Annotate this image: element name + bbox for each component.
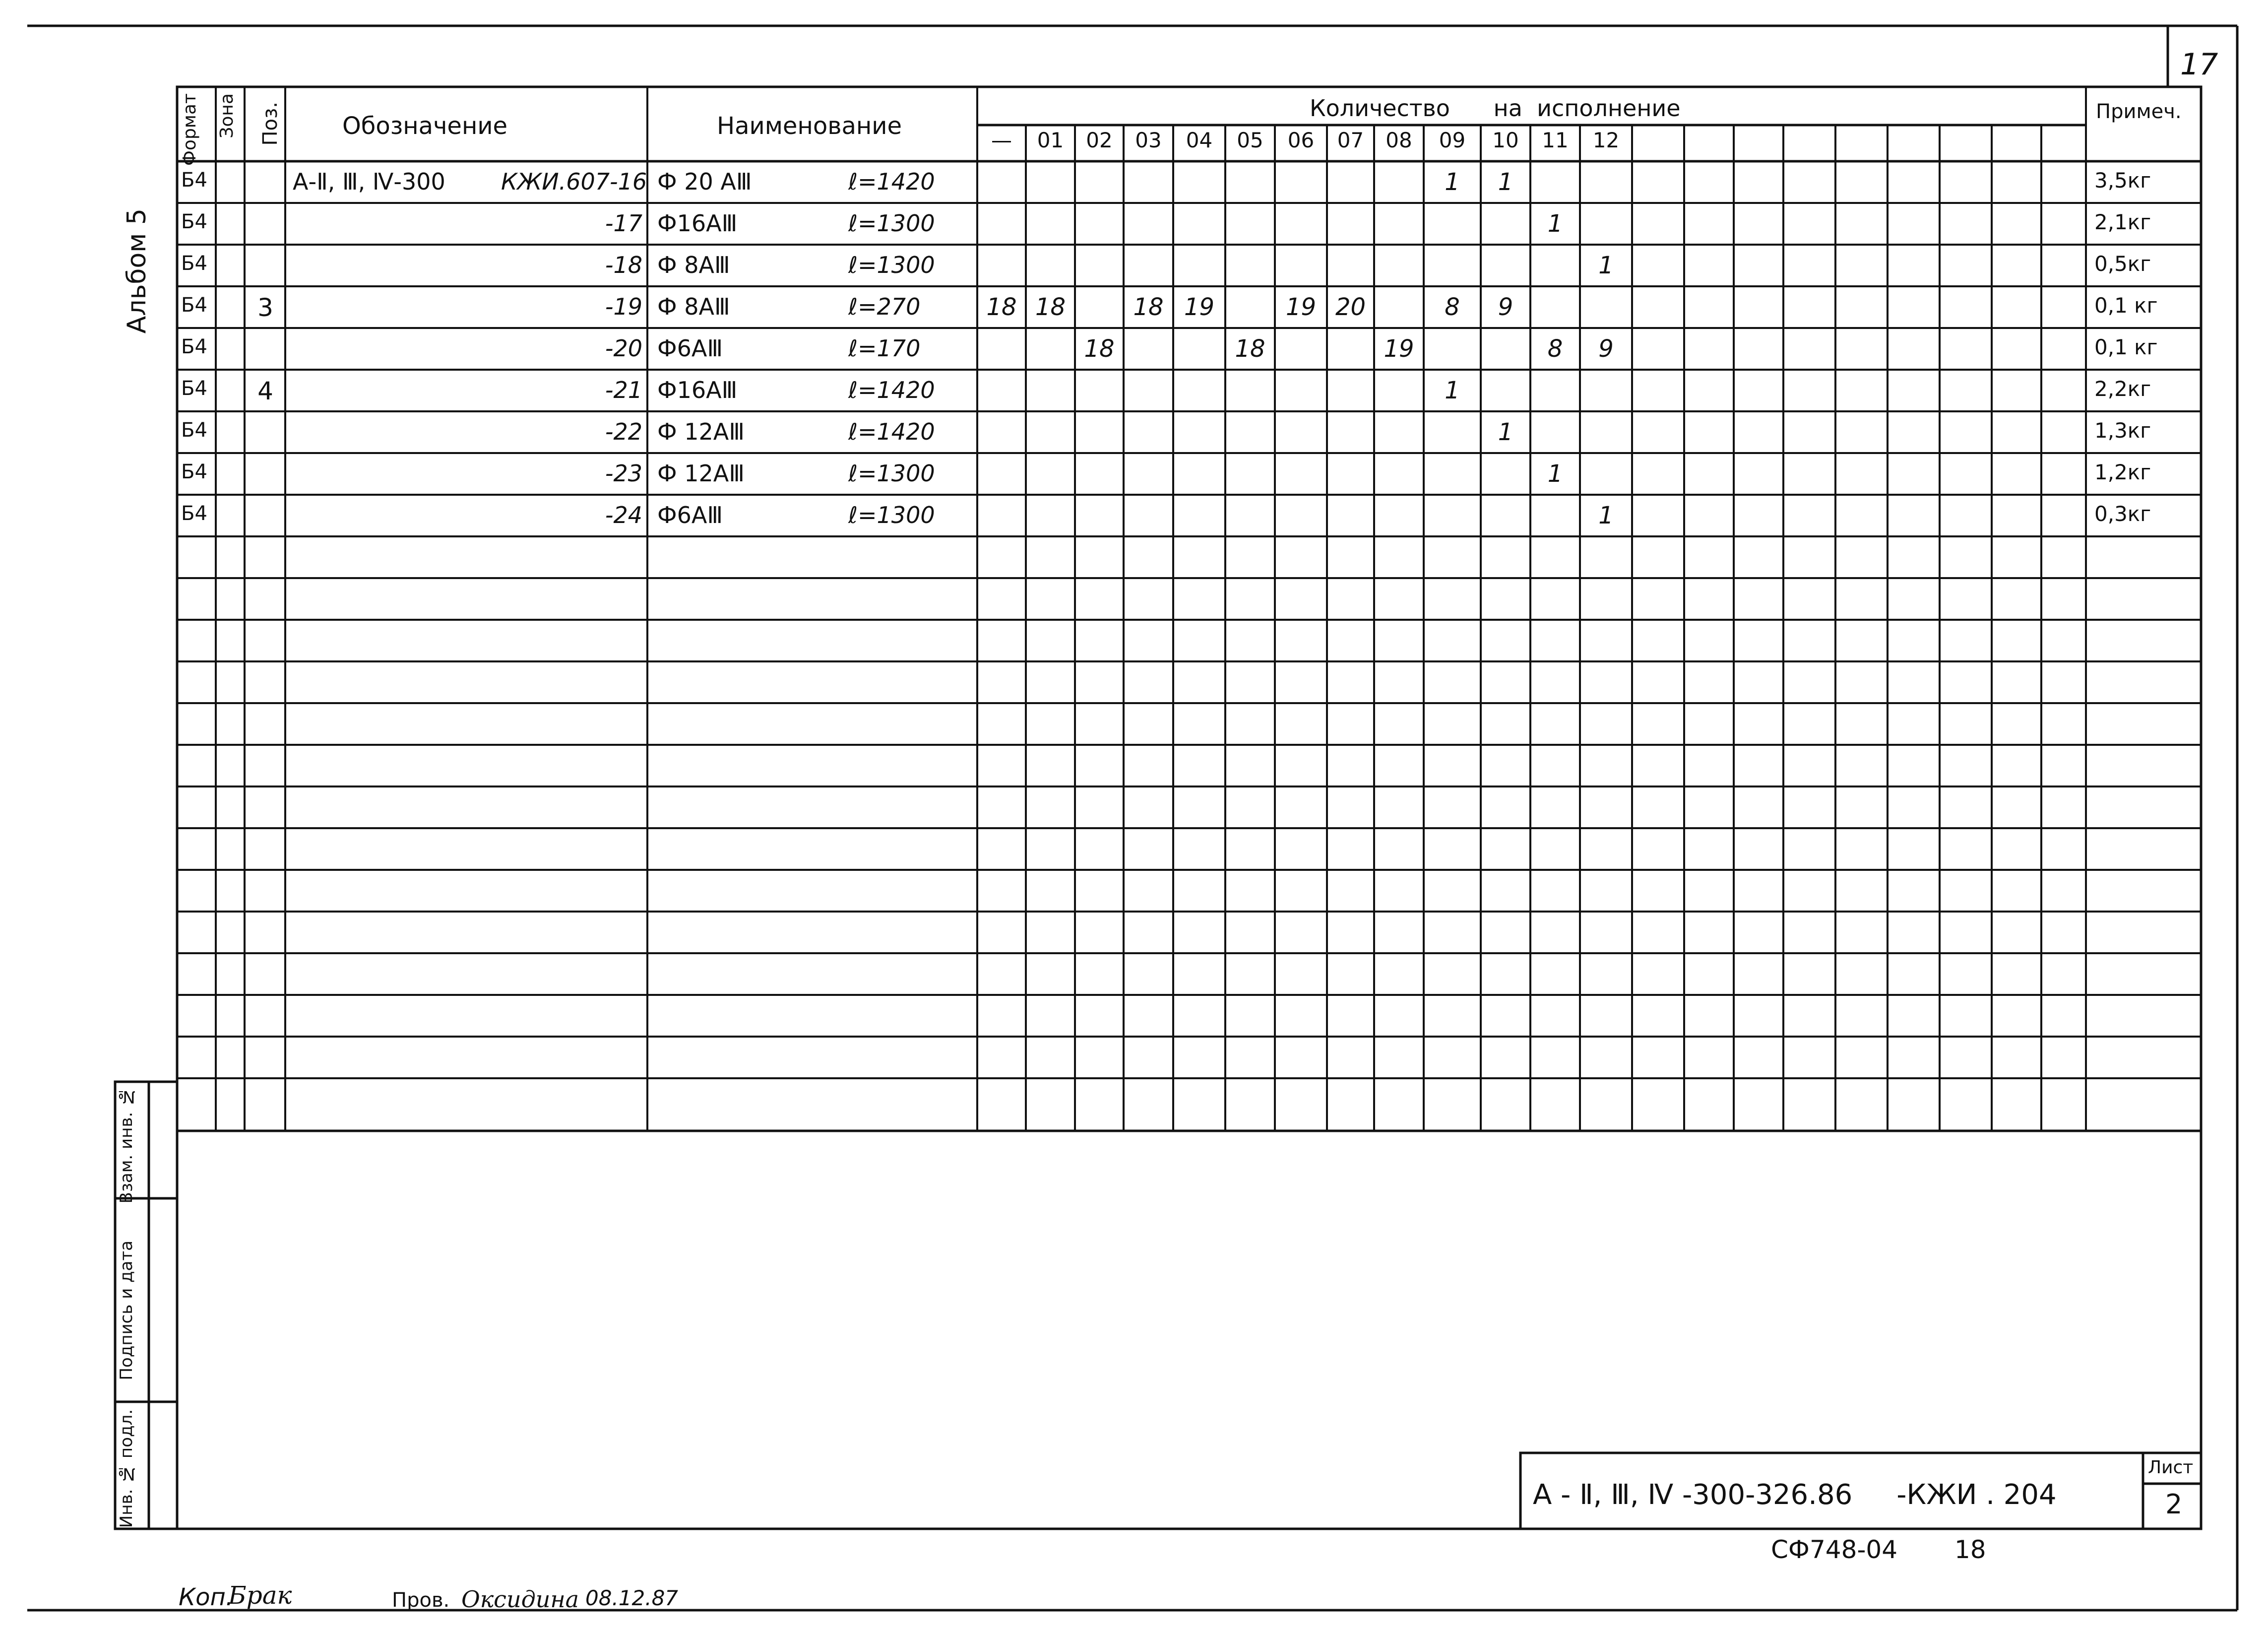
variant-header-cell: 10 <box>1492 128 1519 152</box>
footer-archive: СФ748-04 <box>1771 1535 1898 1564</box>
variant-header-cell: — <box>991 128 1012 152</box>
title-block-sheet-label: Лист <box>2148 1457 2194 1478</box>
row-length: ℓ=1300 <box>848 210 935 237</box>
row-pos: 4 <box>257 377 273 405</box>
row-designation-right: -24 <box>605 502 642 528</box>
album-label: Альбом 5 <box>122 208 152 334</box>
row-qty-cell: 9 <box>1598 335 1614 363</box>
row-note: 0,3кг <box>2094 502 2151 526</box>
row-note: 1,2кг <box>2094 460 2151 484</box>
row-qty-cell: 1 <box>1598 502 1614 529</box>
row-format: Б4 <box>181 210 207 233</box>
variant-header-cell: 12 <box>1592 128 1620 152</box>
row-note: 0,5кг <box>2094 252 2151 276</box>
row-qty-cell: 18 <box>1084 335 1115 363</box>
footer-copied: Коп. <box>179 1583 234 1611</box>
footer-checked-date: 08.12.87 <box>585 1586 679 1610</box>
row-length: ℓ=1420 <box>848 418 935 445</box>
row-format: Б4 <box>181 335 207 358</box>
row-note: 2,1кг <box>2094 210 2151 234</box>
row-qty-cell: 1 <box>1547 210 1563 238</box>
row-format: Б4 <box>181 419 207 442</box>
row-length: ℓ=1300 <box>848 502 935 528</box>
strip-inv-orig: Инв. № подл. <box>117 1409 136 1528</box>
row-name: Ф 20 АⅢ <box>657 168 752 195</box>
variant-header-cell: 11 <box>1542 128 1569 152</box>
footer-checked-sign: Оксидина <box>461 1586 579 1613</box>
row-note: 0,1 кг <box>2094 335 2158 359</box>
row-qty-cell: 1 <box>1498 418 1513 446</box>
row-note: 2,2кг <box>2094 377 2151 401</box>
variant-header-cell: 07 <box>1337 128 1364 152</box>
row-length: ℓ=1420 <box>848 377 935 403</box>
row-designation-right: -19 <box>605 293 642 320</box>
row-note: 1,3кг <box>2094 418 2151 443</box>
header-designation: Обозначение <box>342 112 508 140</box>
variant-header-cell: 03 <box>1135 128 1162 152</box>
row-length: ℓ=1300 <box>848 460 935 487</box>
row-length: ℓ=270 <box>848 293 921 320</box>
row-designation-right: -23 <box>605 460 642 487</box>
row-qty-cell: 19 <box>1285 293 1317 321</box>
row-format: Б4 <box>181 377 207 400</box>
row-name: Ф16АⅢ <box>657 377 738 403</box>
row-length: ℓ=1300 <box>848 252 935 278</box>
row-qty-cell: 1 <box>1547 460 1563 488</box>
header-zone: Зона <box>217 93 237 138</box>
row-qty-cell: 8 <box>1547 335 1563 363</box>
row-qty-cell: 18 <box>1235 335 1265 363</box>
variant-header-cell: 04 <box>1186 128 1213 152</box>
row-name: Ф 12АⅢ <box>657 460 745 487</box>
header-pos: Поз. <box>259 102 282 146</box>
row-qty-cell: 20 <box>1335 293 1366 321</box>
row-designation-right: -18 <box>605 252 642 278</box>
row-pos: 3 <box>257 293 273 322</box>
row-format: Б4 <box>181 502 207 525</box>
row-name: Ф6АⅢ <box>657 335 723 362</box>
row-designation-left: А-Ⅱ, Ⅲ, Ⅳ-300 <box>293 168 445 195</box>
row-qty-cell: 18 <box>1133 293 1164 321</box>
variant-header-cell: 08 <box>1386 128 1412 152</box>
title-block-code: А - Ⅱ, Ⅲ, Ⅳ -300-326.86 -КЖИ . 204 <box>1533 1479 2057 1511</box>
row-format: Б4 <box>181 252 207 275</box>
variant-header-cell: 02 <box>1086 128 1113 152</box>
variant-header-cell: 05 <box>1237 128 1263 152</box>
row-qty-cell: 18 <box>1035 293 1066 321</box>
footer-checked: Пров. <box>392 1589 450 1612</box>
row-qty-cell: 19 <box>1184 293 1215 321</box>
title-block-sheet-number: 2 <box>2165 1489 2183 1520</box>
row-note: 3,5кг <box>2094 168 2151 193</box>
variant-header-cell: 01 <box>1037 128 1064 152</box>
row-length: ℓ=1420 <box>848 168 935 195</box>
header-name: Наименование <box>717 112 902 140</box>
row-designation-right: -21 <box>605 377 642 403</box>
row-qty-cell: 8 <box>1445 293 1460 321</box>
row-note: 0,1 кг <box>2094 293 2158 318</box>
row-name: Ф 12АⅢ <box>657 418 745 445</box>
sheet-number-top: 17 <box>2180 47 2218 82</box>
row-name: Ф6АⅢ <box>657 502 723 528</box>
footer-copied-sign: Брак <box>228 1581 292 1610</box>
row-format: Б4 <box>181 460 207 483</box>
strip-sign-date: Подпись и дата <box>117 1241 136 1380</box>
row-qty-cell: 1 <box>1445 377 1460 404</box>
row-qty-cell: 18 <box>986 293 1017 321</box>
row-designation-right: -20 <box>605 335 642 362</box>
row-name: Ф 8АⅢ <box>657 252 730 278</box>
row-qty-cell: 9 <box>1498 293 1513 321</box>
row-designation-right: КЖИ.607-16 <box>501 168 647 195</box>
row-name: Ф 8АⅢ <box>657 293 730 320</box>
footer-archive-num: 18 <box>1954 1535 1986 1564</box>
row-name: Ф16АⅢ <box>657 210 738 237</box>
row-qty-cell: 1 <box>1498 168 1513 196</box>
strip-replace-inv: Взам. инв. № <box>117 1087 136 1204</box>
header-note: Примеч. <box>2096 100 2182 123</box>
row-format: Б4 <box>181 169 207 192</box>
variant-header-cell: 09 <box>1439 128 1466 152</box>
row-length: ℓ=170 <box>848 335 921 362</box>
row-qty-cell: 19 <box>1384 335 1414 363</box>
header-format: Формат <box>180 93 200 166</box>
row-format: Б4 <box>181 294 207 317</box>
header-quantity-title: Количество на исполнение <box>1310 95 1681 122</box>
variant-header-cell: 06 <box>1287 128 1315 152</box>
row-qty-cell: 1 <box>1445 168 1460 196</box>
row-designation-right: -22 <box>605 418 642 445</box>
row-designation-right: -17 <box>605 210 642 237</box>
row-qty-cell: 1 <box>1598 252 1614 279</box>
